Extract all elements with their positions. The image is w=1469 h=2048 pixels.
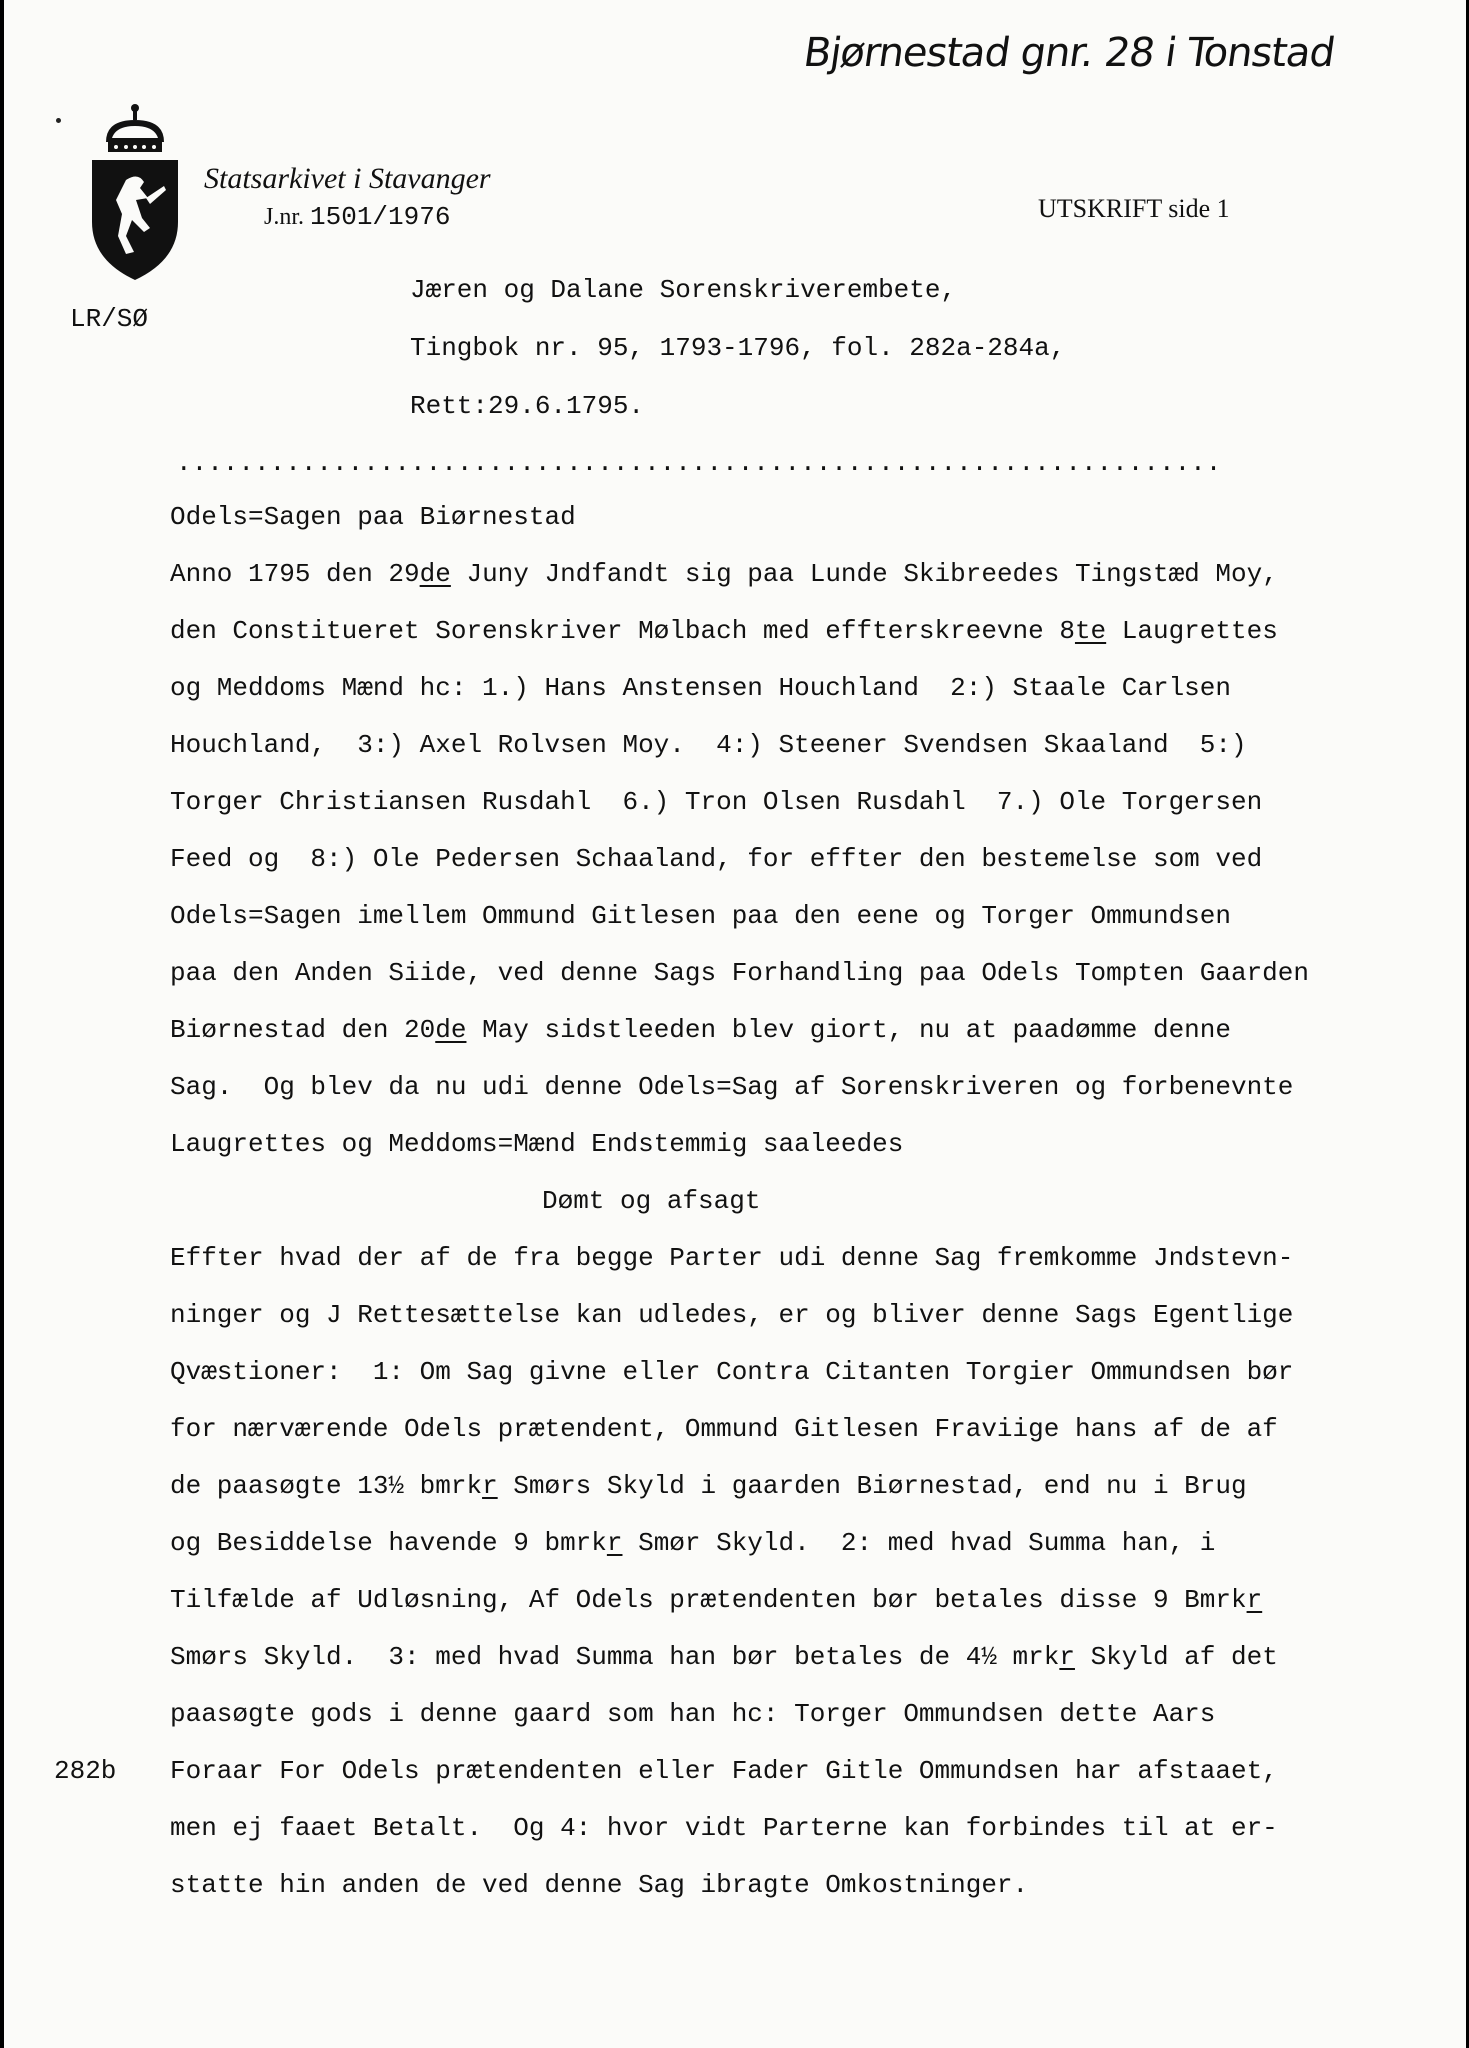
text-line: Anno 1795 den 29de Juny Jndfandt sig paa Lunde Skibreedes Tingstæd Moy, (170, 559, 1278, 589)
source-line-2: Tingbok nr. 95, 1793-1796, fol. 282a-284a, (410, 333, 1066, 363)
text-line: Qvæstioner: 1: Om Sag givne eller Contra Citanten Torgier Ommundsen bør (170, 1357, 1294, 1387)
separator-dots: ................................................................... (176, 448, 1222, 478)
text-line: Smørs Skyld. 3: med hvad Summa han bør betales de 4½ mrkr Skyld af det (170, 1642, 1278, 1672)
utskrift-page-label: UTSKRIFT side 1 (1038, 194, 1230, 223)
journal-value: 1501/1976 (310, 202, 451, 232)
ink-dot (56, 118, 61, 123)
text-line: den Constitueret Sorenskriver Mølbach med effterskreevne 8te Laugrettes (170, 616, 1278, 646)
text-line: for nærværende Odels prætendent, Ommund Gitlesen Fraviige hans af de af (170, 1414, 1278, 1444)
text-line: Foraar For Odels prætendenten eller Fader Gitle Ommundsen har afstaaet, (170, 1756, 1278, 1786)
journal-number (264, 202, 450, 232)
text-line: statte hin anden de ved denne Sag ibragte Omkostninger. (170, 1870, 1029, 1900)
coat-of-arms-icon (86, 102, 184, 282)
text-line: paasøgte gods i denne gaard som han hc: Torger Ommundsen dette Aars (170, 1699, 1216, 1729)
verdict-heading: Dømt og afsagt (542, 1186, 761, 1216)
text-line: og Besiddelse havende 9 bmrkr Smør Skyld. 2: med hvad Summa han, i (170, 1528, 1216, 1558)
text-line: Tilfælde af Udløsning, Af Odels prætendenten bør betales disse 9 Bmrkr (170, 1585, 1263, 1615)
document-page (4, 0, 1466, 2048)
text-line: Sag. Og blev da nu udi denne Odels=Sag af Sorenskriveren og forbenevnte (170, 1072, 1294, 1102)
text-line: Laugrettes og Meddoms=Mænd Endstemmig saaleedes (170, 1129, 904, 1159)
text-line: Torger Christiansen Rusdahl 6.) Tron Olsen Rusdahl 7.) Ole Torgersen (170, 787, 1263, 817)
initials: LR/SØ (70, 304, 149, 334)
archive-name: Statsarkivet i Stavanger (204, 162, 491, 195)
margin-folio-note: 282b (54, 1756, 117, 1786)
text-line: Odels=Sagen imellem Ommund Gitlesen paa den eene og Torger Ommundsen (170, 901, 1231, 931)
text-line: de paasøgte 13½ bmrkr Smørs Skyld i gaarden Biørnestad, end nu i Brug (170, 1471, 1247, 1501)
text-line: ninger og J Rettesættelse kan udledes, er og bliver denne Sags Egentlige (170, 1300, 1294, 1330)
text-line: Biørnestad den 20de May sidstleeden blev giort, nu at paadømme denne (170, 1015, 1231, 1045)
source-line-1: Jæren og Dalane Sorenskriverembete, (410, 275, 957, 305)
journal-label: J.nr. (264, 204, 305, 230)
source-line-3: Rett:29.6.1795. (410, 391, 645, 421)
text-line: Houchland, 3:) Axel Rolvsen Moy. 4:) Steener Svendsen Skaaland 5:) (170, 730, 1247, 760)
text-line: Effter hvad der af de fra begge Parter udi denne Sag fremkomme Jndstevn- (170, 1243, 1294, 1273)
text-line: paa den Anden Siide, ved denne Sags Forhandling paa Odels Tompten Gaarden (170, 958, 1309, 988)
case-heading: Odels=Sagen paa Biørnestad (170, 502, 576, 532)
text-line: og Meddoms Mænd hc: 1.) Hans Anstensen Houchland 2:) Staale Carlsen (170, 673, 1231, 703)
text-line: men ej faaet Betalt. Og 4: hvor vidt Parterne kan forbindes til at er- (170, 1813, 1278, 1843)
handwritten-note: Bjørnestad gnr. 28 i Tonstad (800, 30, 1338, 76)
text-line: Feed og 8:) Ole Pedersen Schaaland, for effter den bestemelse som ved (170, 844, 1263, 874)
